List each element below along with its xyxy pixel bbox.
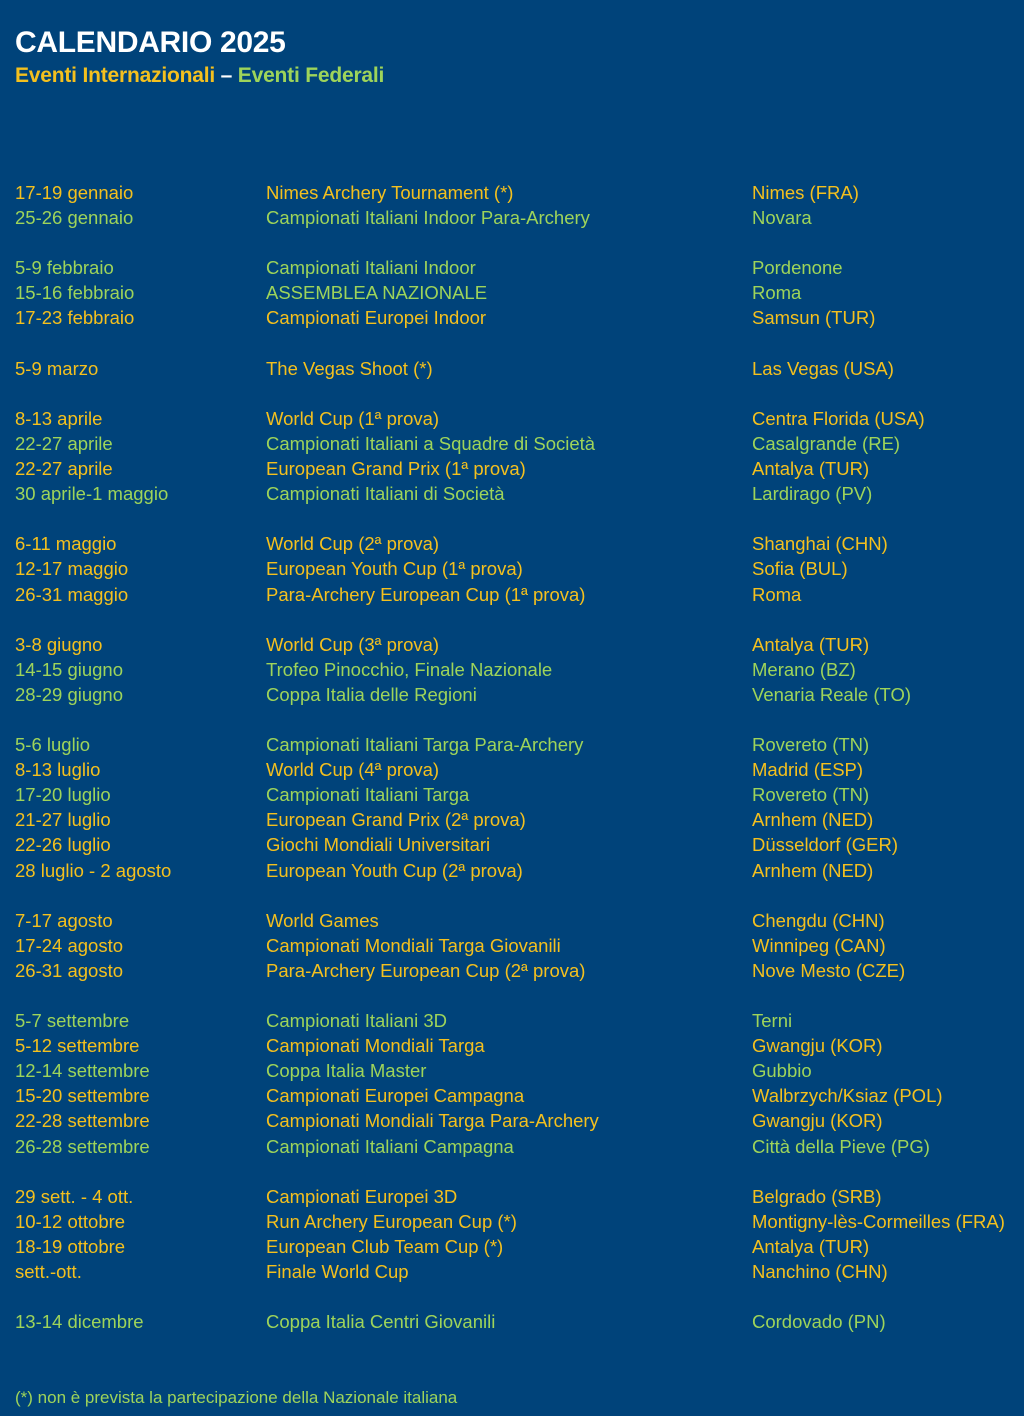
event-name: Para-Archery European Cup (1ª prova) [266,583,586,605]
event-name: Campionati Europei 3D [266,1185,458,1207]
event-row [0,180,1024,205]
event-place: Gwangju (KOR) [752,1035,883,1057]
event-place: Roma [752,583,802,605]
event-place: Novara [752,207,812,229]
event-name: European Youth Cup (1ª prova) [266,558,523,580]
page-title: CALENDARIO 2025 [15,26,286,59]
page-subtitle [15,64,384,88]
event-row [0,908,1024,933]
event-row [0,531,1024,556]
event-place: Cordovado (PN) [752,1311,886,1333]
event-date: 22-27 aprile [15,458,113,480]
event-date: 28-29 giugno [15,683,124,705]
event-place: Antalya (TUR) [752,1235,870,1257]
event-name: Campionati Europei Indoor [266,307,487,329]
event-row [0,657,1024,682]
event-row [0,958,1024,983]
event-place: Merano (BZ) [752,658,856,680]
event-name: Campionati Italiani Targa Para-Archery [266,734,584,756]
event-date: 22-26 luglio [15,834,111,856]
event-place: Nove Mesto (CZE) [752,959,906,981]
event-date: 14-15 giugno [15,658,124,680]
event-name: Campionati Italiani Campagna [266,1135,514,1157]
event-place: Pordenone [752,257,843,279]
event-date: 7-17 agosto [15,909,113,931]
group-spacer [0,1284,1024,1309]
event-name: Giochi Mondiali Universitari [266,834,491,856]
event-place: Montigny-lès-Cormeilles (FRA) [752,1210,1005,1232]
event-date: 5-6 luglio [15,734,91,756]
event-name: Campionati Italiani Indoor [266,257,476,279]
event-date: 18-19 ottobre [15,1235,126,1257]
event-row [0,356,1024,381]
event-row [0,1209,1024,1234]
event-place: Rovereto (TN) [752,784,870,806]
group-spacer [0,707,1024,732]
event-place: Venaria Reale (TO) [752,683,912,705]
event-place: Chengdu (CHN) [752,909,885,931]
event-row [0,632,1024,657]
event-row [0,1058,1024,1083]
event-date: 3-8 giugno [15,633,103,655]
event-name: European Grand Prix (2ª prova) [266,809,526,831]
event-name: Trofeo Pinocchio, Finale Nazionale [266,658,553,680]
event-date: 17-20 luglio [15,784,111,806]
group-spacer [0,381,1024,406]
event-place: Gubbio [752,1060,812,1082]
event-row [0,1033,1024,1058]
event-date: 25-26 gennaio [15,207,134,229]
event-place: Sofia (BUL) [752,558,848,580]
event-row [0,1083,1024,1108]
event-row [0,1008,1024,1033]
event-date: 30 aprile-1 maggio [15,483,169,505]
event-date: 29 sett. - 4 ott. [15,1185,134,1207]
event-row [0,456,1024,481]
event-date: 5-9 marzo [15,357,99,379]
group-spacer [0,506,1024,531]
event-place: Las Vegas (USA) [752,357,894,379]
event-place: Nimes (FRA) [752,182,859,203]
event-row [0,205,1024,230]
event-name: Finale World Cup [266,1261,409,1283]
event-place: Rovereto (TN) [752,734,870,756]
event-date: 5-12 settembre [15,1035,140,1057]
event-date: 10-12 ottobre [15,1210,126,1232]
event-date: 13-14 dicembre [15,1311,144,1333]
event-name: Campionati Mondiali Targa Para-Archery [266,1110,599,1132]
event-row [0,481,1024,506]
event-row [0,807,1024,832]
group-spacer [0,607,1024,632]
event-date: 26-31 maggio [15,583,129,605]
event-name: Nimes Archery Tournament (*) [266,182,514,203]
event-date: 17-24 agosto [15,934,124,956]
event-date: 21-27 luglio [15,809,111,831]
event-date: 17-19 gennaio [15,182,134,203]
event-name: Campionati Italiani 3D [266,1010,447,1032]
event-row [0,582,1024,607]
event-date: 15-16 febbraio [15,282,135,304]
event-name: Campionati Mondiali Targa Giovanili [266,934,561,956]
event-list [0,180,1024,1334]
legend-separator: – [220,64,233,87]
event-date: 26-28 settembre [15,1135,150,1157]
event-row [0,782,1024,807]
group-spacer [0,883,1024,908]
event-place: Düsseldorf (GER) [752,834,898,856]
event-name: Para-Archery European Cup (2ª prova) [266,959,586,981]
event-place: Madrid (ESP) [752,759,864,781]
event-place: Terni [752,1010,793,1032]
event-place: Shanghai (CHN) [752,533,888,555]
event-row [0,933,1024,958]
event-place: Arnhem (NED) [752,859,874,881]
event-date: 8-13 luglio [15,759,101,781]
event-name: ASSEMBLEA NAZIONALE [266,282,488,304]
event-row [0,1259,1024,1284]
event-name: World Games [266,909,379,931]
event-row [0,1134,1024,1159]
event-date: sett.-ott. [15,1261,82,1283]
event-date: 8-13 aprile [15,407,103,429]
event-row [0,682,1024,707]
event-row [0,280,1024,305]
event-name: Campionati Italiani a Squadre di Società [266,432,596,454]
event-row [0,431,1024,456]
event-date: 12-14 settembre [15,1060,150,1082]
legend-federal: Eventi Federali [237,64,385,87]
event-name: Coppa Italia Master [266,1060,427,1082]
event-date: 22-27 aprile [15,432,113,454]
event-row [0,732,1024,757]
event-name: Run Archery European Cup (*) [266,1210,517,1232]
event-name: Coppa Italia delle Regioni [266,683,477,705]
event-row [0,1184,1024,1209]
event-row [0,1234,1024,1259]
group-spacer [0,983,1024,1008]
group-spacer [0,331,1024,356]
event-date: 17-23 febbraio [15,307,135,329]
event-row [0,858,1024,883]
event-name: European Youth Cup (2ª prova) [266,859,523,881]
event-place: Nanchino (CHN) [752,1261,888,1283]
event-place: Lardirago (PV) [752,483,873,505]
event-place: Casalgrande (RE) [752,432,901,454]
event-place: Roma [752,282,802,304]
event-place: Winnipeg (CAN) [752,934,886,956]
event-name: World Cup (2ª prova) [266,533,440,555]
group-spacer [0,230,1024,255]
event-date: 5-9 febbraio [15,257,114,279]
event-name: Coppa Italia Centri Giovanili [266,1311,496,1333]
event-name: Campionati Italiani di Società [266,483,505,505]
event-row [0,305,1024,330]
event-name: European Club Team Cup (*) [266,1235,504,1257]
event-row [0,832,1024,857]
event-place: Città della Pieve (PG) [752,1135,930,1157]
event-date: 22-28 settembre [15,1110,150,1132]
event-row [0,757,1024,782]
event-date: 6-11 maggio [15,533,117,555]
event-row [0,556,1024,581]
group-spacer [0,1159,1024,1184]
event-name: The Vegas Shoot (*) [266,357,433,379]
event-row [0,1108,1024,1133]
event-name: World Cup (1ª prova) [266,407,440,429]
footnote: (*) non è prevista la partecipazione della Nazionale italiana [15,1388,458,1407]
event-name: World Cup (3ª prova) [266,633,440,655]
event-name: World Cup (4ª prova) [266,759,440,781]
event-name: Campionati Italiani Targa [266,784,470,806]
event-place: Walbrzych/Ksiaz (POL) [752,1085,943,1107]
event-place: Belgrado (SRB) [752,1185,882,1207]
legend-international: Eventi Internazionali [15,64,216,87]
event-date: 26-31 agosto [15,959,124,981]
event-date: 5-7 settembre [15,1010,130,1032]
event-name: European Grand Prix (1ª prova) [266,458,526,480]
event-row [0,255,1024,280]
event-place: Antalya (TUR) [752,458,870,480]
event-row [0,1309,1024,1334]
event-place: Centra Florida (USA) [752,407,925,429]
event-name: Campionati Mondiali Targa [266,1035,485,1057]
event-date: 12-17 maggio [15,558,129,580]
event-place: Antalya (TUR) [752,633,870,655]
event-row [0,406,1024,431]
event-place: Arnhem (NED) [752,809,874,831]
event-date: 15-20 settembre [15,1085,150,1107]
event-place: Samsun (TUR) [752,307,876,329]
event-date: 28 luglio - 2 agosto [15,859,172,881]
event-name: Campionati Italiani Indoor Para-Archery [266,207,590,229]
event-name: Campionati Europei Campagna [266,1085,525,1107]
event-place: Gwangju (KOR) [752,1110,883,1132]
